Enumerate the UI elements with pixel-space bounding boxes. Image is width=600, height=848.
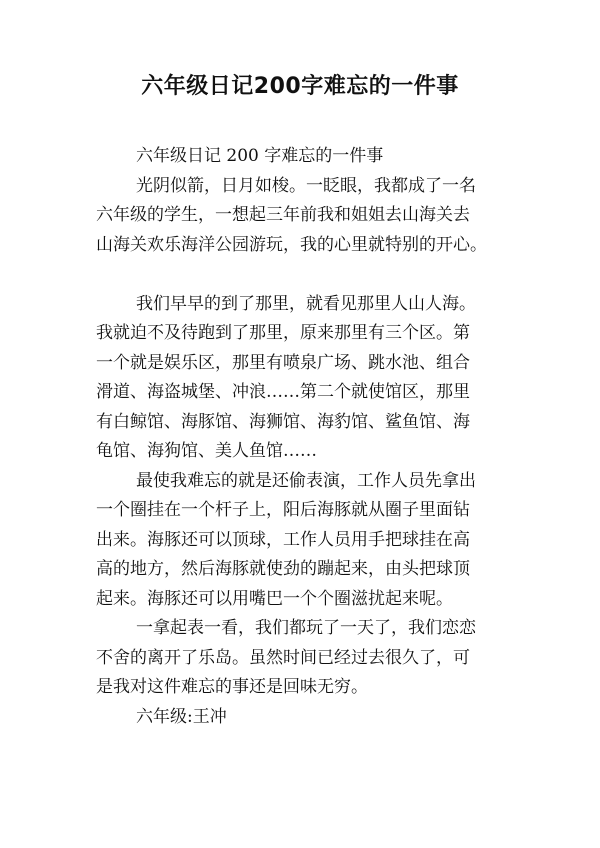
paragraph-3-line-3: 出来。海豚还可以顶球，工作人员用手把球挂在高 bbox=[96, 529, 470, 550]
paragraph-3-line-5: 起来。海豚还可以用嘴巴一个个圈滋扰起来呢。 bbox=[96, 588, 453, 609]
paragraph-2-line-6: 龟馆、海狗馆、美人鱼馆…… bbox=[96, 441, 317, 461]
paragraph-1-line-2: 六年级的学生，一想起三年前我和姐姐去山海关去 bbox=[96, 205, 470, 225]
paragraph-4-line-3: 是我对这件难忘的事还是回味无穷。 bbox=[96, 677, 368, 697]
paragraph-2-line-4: 滑道、海盗城堡、冲浪……第二个就使馆区，那里 bbox=[96, 382, 470, 402]
document-title: 六年级日记200字难忘的一件事 bbox=[141, 74, 459, 99]
author-signature: 六年级:王冲 bbox=[136, 706, 227, 727]
paragraph-4-line-1: 一拿起表一看，我们都玩了一天了，我们恋恋 bbox=[136, 618, 476, 638]
paragraph-2-line-1: 我们早早的到了那里，就看见那里人山人海。 bbox=[136, 293, 476, 314]
paragraph-3-line-2: 一个圈挂在一个杆子上，阳后海豚就从圈子里面钻 bbox=[96, 500, 470, 520]
document-body bbox=[96, 142, 516, 732]
blank-line bbox=[96, 260, 516, 290]
paragraph-2-line-5: 有白鲸馆、海豚馆、海狮馆、海豹馆、鲨鱼馆、海 bbox=[96, 411, 470, 432]
subtitle-line: 六年级日记 200 字难忘的一件事 bbox=[136, 146, 384, 166]
paragraph-3-line-1: 最使我难忘的就是还偷表演，工作人员先拿出 bbox=[136, 470, 476, 491]
paragraph-2-line-3: 一个就是娱乐区，那里有喷泉广场、跳水池、组合 bbox=[96, 352, 470, 373]
paragraph-3-line-4: 高的地方，然后海豚就使劲的蹦起来，由头把球顶 bbox=[96, 559, 470, 579]
paragraph-4-line-2: 不舍的离开了乐岛。虽然时间已经过去很久了，可 bbox=[96, 647, 470, 668]
paragraph-2-line-2: 我就迫不及待跑到了那里，原来那里有三个区。第 bbox=[96, 323, 470, 343]
paragraph-1-line-1: 光阴似箭，日月如梭。一眨眼，我都成了一名 bbox=[136, 175, 476, 196]
paragraph-1-line-3: 山海关欢乐海洋公园游玩，我的心里就特别的开心。 bbox=[96, 234, 487, 255]
